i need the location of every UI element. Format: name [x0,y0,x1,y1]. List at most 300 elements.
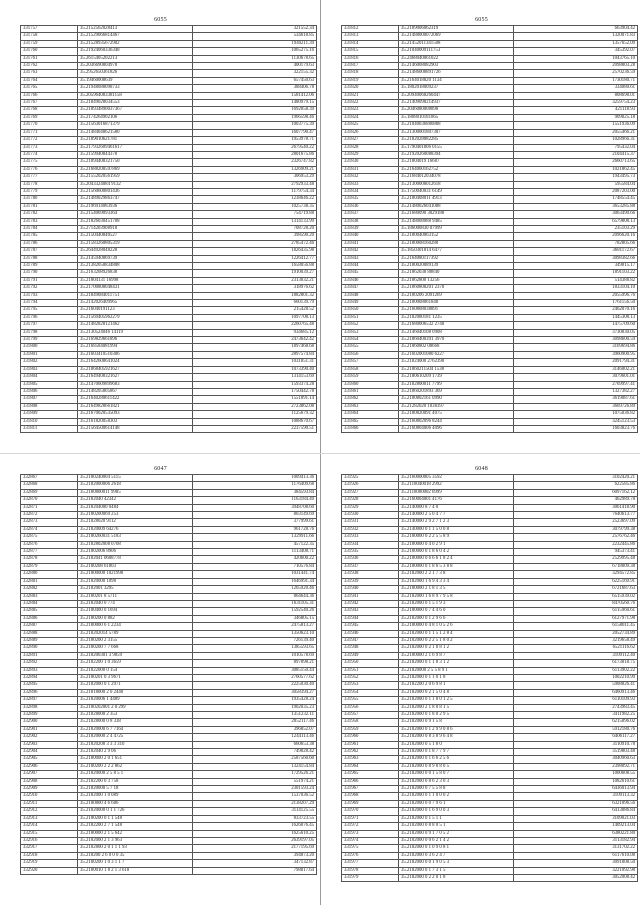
row-value-cell: 35.2140000 0 1 1 5 0 0 8 [399,526,514,533]
row-id-cell: 331771 [21,129,78,136]
row-amount-cell: 1314133.99 [193,218,317,225]
row-value-cell: 35.21860802 08668 [399,344,514,351]
row-id-cell: 331975 [342,845,399,852]
table-row [342,593,638,600]
row-amount-cell: 3079799.38 [514,526,638,533]
row-id-cell: 331925 [342,475,399,482]
table-row [342,285,638,292]
row-id-cell: 332897 [21,697,78,704]
row-amount-cell: 3098600.59 [514,337,638,344]
table-row [21,166,317,173]
row-id-cell: 331836 [342,203,399,210]
row-id-cell: 331826 [342,129,399,136]
row-value-cell: 35.2182000 0 8 8 0 5 1 [399,823,514,830]
row-amount-cell: 334080.61 [514,85,638,92]
row-value-cell: 35.2160000005 3592 [399,475,514,482]
row-value-cell: 35.2182000 0 0 6 2 1 4 2 [399,837,514,844]
row-id-cell: 332907 [21,771,78,778]
row-value-cell: 35.2163208926838 [78,270,193,277]
table-row [21,107,317,114]
row-amount-cell: 2055466.21 [514,129,638,136]
table-row [342,211,638,218]
table-row [342,786,638,793]
data-table [20,25,317,433]
table-row [21,196,317,203]
row-value-cell: 35.21868405921627 [78,366,193,373]
row-id-cell: 331833 [342,181,399,188]
row-id-cell: 331768 [21,107,78,114]
row-id-cell: 332906 [21,763,78,770]
row-id-cell: 331945 [342,623,399,630]
row-value-cell: 35.2182000006 2618 [78,482,193,489]
row-amount-cell: 1625610.25 [193,830,317,837]
table-row [342,425,638,432]
row-id-cell: 332889 [21,637,78,644]
table-row [21,593,317,600]
row-amount-cell: 1130678.65 [193,55,317,62]
row-value-cell: 35.21529066814467 [78,33,193,40]
table-row [342,48,638,55]
table-row [21,489,317,496]
row-id-cell: 331941 [342,593,399,600]
row-value-cell: 35.2182000 0 1 1 0 1 8 [399,674,514,681]
table-row [342,823,638,830]
row-amount-cell: 1409213.04 [514,823,638,830]
table-row [342,314,638,321]
row-value-cell: 35.21680006532 2748 [399,322,514,329]
table-row [342,586,638,593]
row-id-cell: 332900 [21,719,78,726]
row-id-cell: 332868 [21,482,78,489]
row-value-cell: 35.2182000 0 8 6 2 3 0 3 [399,778,514,785]
table-row [21,151,317,158]
row-id-cell: 331951 [342,667,399,674]
table-row [21,26,317,33]
row-amount-cell: 1935428.24 [193,697,317,704]
table-row [21,203,317,210]
row-amount-cell: 306953.29 [193,174,317,181]
table-row [342,578,638,585]
row-amount-cell: 1000608.55 [514,771,638,778]
row-id-cell: 331831 [342,166,399,173]
row-id-cell: 331939 [342,578,399,585]
row-value-cell: 35.2182040 42342 [78,497,193,504]
row-value-cell: 35.2182000 2 1 3 963 [78,837,193,844]
row-value-cell: 35.2182200 1 0 3659 [78,660,193,667]
row-value-cell: 35.2189010621781 [78,137,193,144]
row-amount-cell: 2769997.41 [514,381,638,388]
row-amount-cell: 1351232.11 [193,712,317,719]
row-amount-cell: 1314153.69 [193,374,317,381]
row-amount-cell: 660653.38 [193,741,317,748]
row-id-cell: 331780 [21,196,78,203]
row-amount-cell: 2785472.46 [193,240,317,247]
row-id-cell: 331775 [21,159,78,166]
row-id-cell: 331937 [342,563,399,570]
table-row [21,55,317,62]
row-amount-cell: 945373.41 [514,549,638,556]
row-amount-cell: 1244113.46 [193,734,317,741]
table-row [21,77,317,84]
table-row [21,285,317,292]
row-amount-cell: 322155.32 [193,70,317,77]
row-value-cell: 35.2130524046 14119 [78,329,193,336]
row-value-cell: 35.218200 2 6 0 0 0 35 [78,852,193,859]
row-id-cell: 331827 [342,137,399,144]
row-id-cell: 331954 [342,689,399,696]
table-row [342,381,638,388]
table-row [342,645,638,652]
row-id-cell: 331938 [342,571,399,578]
row-value-cell: 35.2180408011 4913 [399,196,514,203]
row-amount-cell: 2639197.05 [193,837,317,844]
row-id-cell: 331819 [342,77,399,84]
row-value-cell: 35.1808010181865 [399,114,514,121]
table-row [342,734,638,741]
row-value-cell: 35.21040036880888 [399,122,514,129]
row-value-cell: 35.1850301814 6477 [399,248,514,255]
row-id-cell: 332896 [21,689,78,696]
table-row [21,174,317,181]
table-row [21,248,317,255]
row-value-cell: 35.2174264902106 [78,114,193,121]
table-row [21,40,317,47]
table-row [342,292,638,299]
row-value-cell: 35.2182000 0 1 2 9 9 0 8 6 [399,726,514,733]
table-row [342,571,638,578]
row-value-cell: 35.21948088098733 [78,85,193,92]
table-row [342,600,638,607]
row-id-cell: 331970 [342,808,399,815]
row-id-cell: 331961 [342,741,399,748]
row-value-cell: 35.2182000 0 1 1 8 0 1 2 5 [399,697,514,704]
row-amount-cell: 1658056.88 [193,263,317,270]
row-amount-cell: 3259754.23 [514,100,638,107]
table-row [342,660,638,667]
row-amount-cell: 1320071.83 [514,33,638,40]
row-id-cell: 332910 [21,793,78,800]
table-row [21,652,317,659]
row-value-cell: 35.2180820091 4075 [399,411,514,418]
row-value-cell: 35.2196914083936 [78,203,193,210]
row-amount-cell: 3109021.03 [514,815,638,822]
row-amount-cell: 1882801.32 [193,292,317,299]
row-amount-cell: 2052734.89 [514,630,638,637]
table-row [342,255,638,262]
table-row [342,366,638,373]
table-row [21,741,317,748]
row-value-cell: 35.21820000 1098 [78,578,193,585]
row-value-cell: 35.2182001 3295 [78,586,193,593]
row-value-cell: 35.2182000 0 9 1 5 8 [399,719,514,726]
row-value-cell: 35.21860808201 2378 [399,285,514,292]
row-id-cell: 331834 [342,188,399,195]
row-amount-cell: 2301593.24 [193,786,317,793]
row-value-cell: 35.2182802008 0708 [78,541,193,548]
row-amount-cell: 1593374.28 [193,381,317,388]
row-id-cell: 331794 [21,300,78,307]
row-value-cell: 35.21670020535093 [78,411,193,418]
row-value-cell: 35.2182200 2 0 6 9 8 1 [399,682,514,689]
row-amount-cell: 1626076.45 [193,823,317,830]
row-id-cell: 331866 [342,425,399,432]
row-id-cell: 331837 [342,211,399,218]
row-amount-cell: 726139.40 [193,637,317,644]
row-value-cell: 35.2180206 2091269 [399,292,514,299]
row-id-cell: 331964 [342,763,399,770]
table-row [342,129,638,136]
row-value-cell: 35.2182000 2 1 8 0 8 1 5 [399,704,514,711]
row-amount-cell: 3085150.44 [193,667,317,674]
row-id-cell: 332876 [21,541,78,548]
row-amount-cell: 2326747.82 [193,159,317,166]
row-id-cell: 332887 [21,623,78,630]
table-row [21,786,317,793]
row-amount-cell: 1163184.40 [193,497,317,504]
table-row [342,100,638,107]
table-row [21,556,317,563]
document-page-bottom-right [341,465,635,882]
table-row [342,845,638,852]
row-id-cell: 331759 [21,40,78,47]
row-value-cell: 35.2182000 0 7 5 5 8 8 [399,786,514,793]
row-value-cell: 35.2182000 0 9 1 7 0 5 2 [399,830,514,837]
row-value-cell: 35.19460008639 [78,77,193,84]
row-id-cell: 332886 [21,615,78,622]
table-row [21,549,317,556]
row-value-cell: 35.21920260088394 [399,151,514,158]
row-amount-cell: 2398092.71 [514,763,638,770]
row-amount-cell: 1327382.27 [514,388,638,395]
row-value-cell: 35.1750040031 6149 [399,188,514,195]
table-row [342,556,638,563]
table-row [342,830,638,837]
row-value-cell: 35.217932609461617 [78,144,193,151]
table-row [21,697,317,704]
row-amount-cell: 3109113.32 [514,793,638,800]
table-row [21,218,317,225]
row-amount-cell: 420600.22 [193,556,317,563]
row-amount-cell: 2473642.42 [193,337,317,344]
row-value-cell: 35.21860201893 369 [399,388,514,395]
row-id-cell: 331848 [342,292,399,299]
table-row [342,203,638,210]
row-amount-cell: 710576.84 [193,563,317,570]
row-amount-cell: 400179.63 [193,63,317,70]
row-id-cell: 331977 [342,860,399,867]
row-amount-cell: 6110109.93 [514,697,638,704]
row-id-cell: 331927 [342,489,399,496]
table-row [342,867,638,874]
table-row [342,749,638,756]
table-row [342,615,638,622]
row-value-cell: 35.2046080008898 [399,107,514,114]
row-value-cell: 35.2180200 0 882 [78,615,193,622]
row-id-cell: 331979 [342,874,399,881]
table-row [342,808,638,815]
row-value-cell: 35.2180020089139 [399,263,514,270]
row-amount-cell: 660139.79 [193,300,317,307]
table-row [342,815,638,822]
row-value-cell: 35.2180000 0 1 8 6 0 4 2 [399,549,514,556]
data-table [341,25,638,433]
row-value-cell: 35.21804131 16998 [78,277,193,284]
row-value-cell: 35.2180208 61803 [78,563,193,570]
row-amount-cell: 6097162.12 [514,489,638,496]
table-row [21,660,317,667]
row-id-cell: 331946 [342,630,399,637]
table-row [21,263,317,270]
row-value-cell: 35.2118040018 2992 [399,482,514,489]
row-id-cell: 331797 [21,322,78,329]
row-value-cell: 35.2152562028413 [78,26,193,33]
row-id-cell: 331843 [342,255,399,262]
row-id-cell: 331856 [342,351,399,358]
row-id-cell: 332885 [21,608,78,615]
row-amount-cell: 3113182.94 [514,837,638,844]
row-value-cell: 35.2180000 0 7 4 4 6 0 [399,608,514,615]
row-value-cell: 35.2168584081994 [78,344,193,351]
row-id-cell: 331934 [342,541,399,548]
row-value-cell: 35.2182000 0 5 1 8 0 [399,741,514,748]
row-amount-cell: 2679540.22 [193,144,317,151]
row-amount-cell: 3245123.53 [514,418,638,425]
row-amount-cell: 1009413.36 [193,475,317,482]
table-row [21,211,317,218]
table-row [21,563,317,570]
row-id-cell: 332918 [21,852,78,859]
table-row [21,322,317,329]
table-row [342,482,638,489]
row-amount-cell: 3519803.48 [514,749,638,756]
row-amount-cell: 394873.20 [193,852,317,859]
row-value-cell: 35.2150440840527 [78,233,193,240]
table-row [21,793,317,800]
row-value-cell: 35.2182200 0 3 758 [78,778,193,785]
row-amount-cell: 6718009.38 [514,563,638,570]
row-id-cell: 331847 [342,285,399,292]
row-id-cell: 331976 [342,852,399,859]
row-id-cell: 332888 [21,630,78,637]
row-amount-cell: 6413086.84 [514,808,638,815]
row-id-cell: 331851 [342,314,399,321]
row-id-cell: 331828 [342,144,399,151]
row-id-cell: 332914 [21,823,78,830]
row-id-cell: 331862 [342,396,399,403]
row-amount-cell: 2462070.16 [514,307,638,314]
row-amount-cell: 1581412.06 [193,92,317,99]
table-row [342,549,638,556]
table-row [21,374,317,381]
row-value-cell: 35.2180200 2 3155 [78,637,193,644]
table-row [342,512,638,519]
table-row [21,867,317,874]
row-amount-cell: 1551936.09 [514,122,638,129]
row-id-cell: 332893 [21,667,78,674]
row-value-cell: 35.21470609899683 [78,381,193,388]
table-row [21,497,317,504]
row-id-cell: 331865 [342,418,399,425]
table-row [21,351,317,358]
row-id-cell: 331841 [342,240,399,247]
row-amount-cell: 897898.21 [193,660,317,667]
table-row [21,571,317,578]
row-id-cell: 332912 [21,808,78,815]
row-id-cell: 332875 [21,534,78,541]
table-row [342,608,638,615]
row-amount-cell: 1125679.32 [193,411,317,418]
table-row [342,240,638,247]
row-value-cell: 35.21680090 3029188 [399,211,514,218]
row-amount-cell: 3061418.90 [514,504,638,511]
row-id-cell: 331766 [21,92,78,99]
row-value-cell: 35.21484048621580 [78,129,193,136]
row-value-cell: 35.21700808048431 [78,285,193,292]
row-amount-cell: 1475709.60 [514,322,638,329]
row-amount-cell: 1692058.39 [193,107,317,114]
row-value-cell: 35.2180000 6 1 2234 [78,623,193,630]
row-value-cell: 35.2182040 2 9 06 [78,749,193,756]
table-row [21,512,317,519]
table-row [21,359,317,366]
table-row [342,874,638,881]
row-amount-cell: 1010578.69 [193,652,317,659]
row-id-cell: 332892 [21,660,78,667]
row-amount-cell: 1445308.13 [514,314,638,321]
row-value-cell: 35.2180610209 1739 [399,374,514,381]
row-value-cell: 35.21820006 1 4489 [78,697,193,704]
row-amount-cell: 3091808.50 [514,860,638,867]
row-amount-cell: 3619087.61 [514,396,638,403]
row-id-cell: 332869 [21,489,78,496]
row-value-cell: 35.21552020561959 [78,174,193,181]
row-id-cell: 331777 [21,174,78,181]
row-amount-cell: 1176409.68 [193,482,317,489]
row-amount-cell: 864644.36 [193,593,317,600]
row-value-cell: 35.2180800 4 6 686 [78,800,193,807]
row-value-cell: 35.2182000 0 1 8 0 2 9 5 [399,712,514,719]
table-row [342,307,638,314]
table-row [21,830,317,837]
row-amount-cell: 1833104.10 [514,285,638,292]
row-value-cell: 35.21409098214937 [399,100,514,107]
row-id-cell: 332895 [21,682,78,689]
table-row [21,800,317,807]
row-value-cell: 35.2182000 0 2 1 8 8 1 2 [399,645,514,652]
row-value-cell: 35.2146008082903 [399,63,514,70]
row-id-cell: 331812 [342,26,399,33]
row-amount-cell: 1113408.71 [193,549,317,556]
row-id-cell: 332878 [21,556,78,563]
row-amount-cell: 1748554.45 [514,196,638,203]
row-id-cell: 331821 [342,92,399,99]
row-id-cell: 331959 [342,726,399,733]
row-id-cell: 331846 [342,277,399,284]
table-row [342,741,638,748]
row-id-cell: 332881 [21,578,78,585]
table-row [21,674,317,681]
table-row [342,166,638,173]
table-row [342,351,638,358]
row-amount-cell: 2897574.84 [193,351,317,358]
row-id-cell: 331781 [21,203,78,210]
row-value-cell: 35.2182000 0 8 3 8 9 6 4 8 [399,734,514,741]
row-value-cell: 35.2182800 2 0 1 1 1 93 [78,845,193,852]
row-amount-cell: 1966598.46 [193,114,317,121]
row-value-cell: 35.2182028082285 [399,137,514,144]
row-id-cell: 332874 [21,526,78,533]
table-row [342,497,638,504]
